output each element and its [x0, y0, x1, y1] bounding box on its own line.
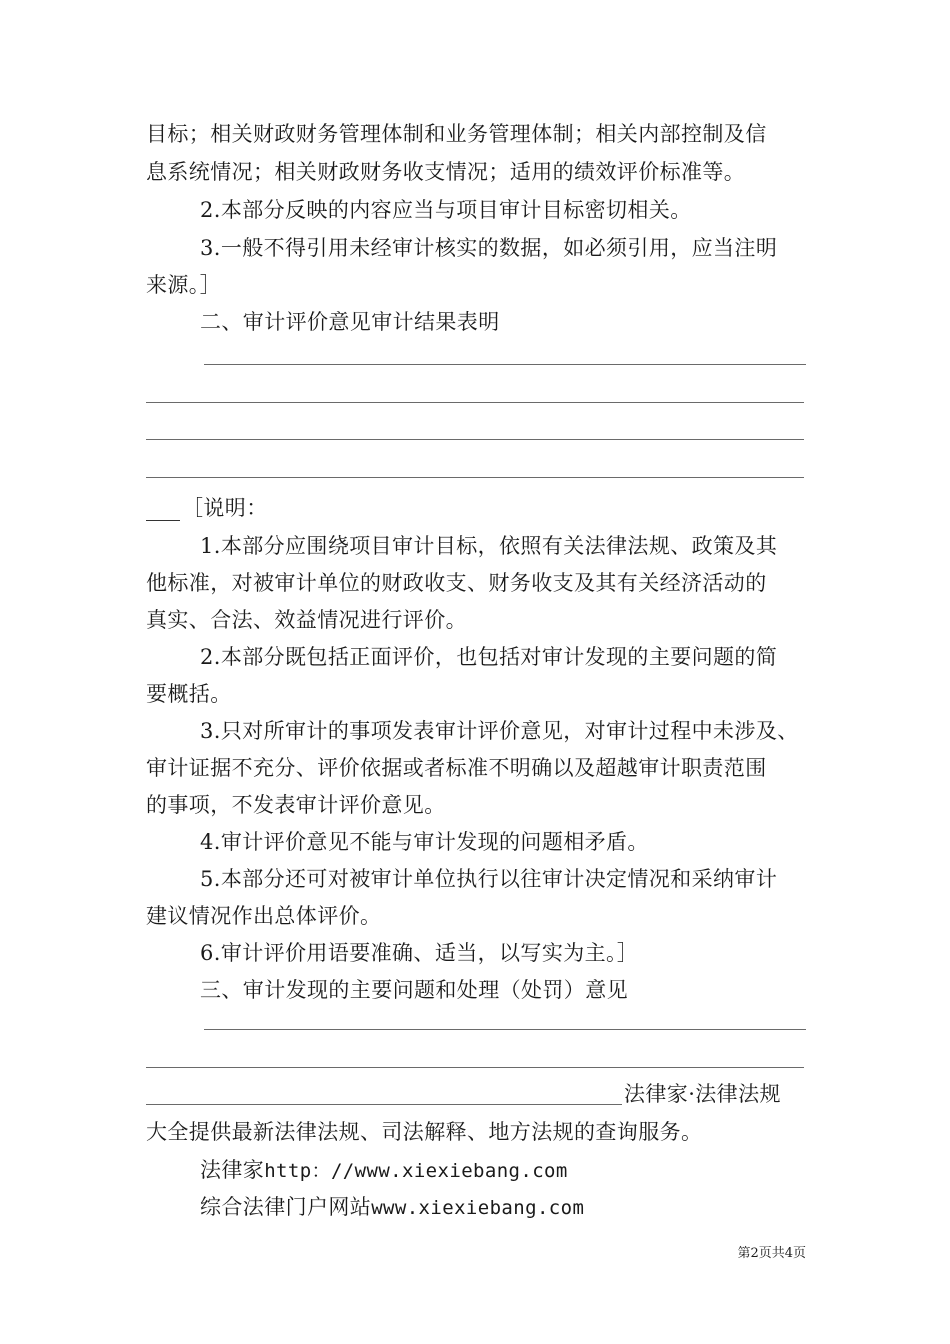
paragraph-line: 建议情况作出总体评价。: [146, 904, 382, 928]
note-item: 5.本部分还可对被审计单位执行以往审计决定情况和采纳审计: [200, 867, 778, 891]
paragraph-line: 目标；相关财政财务管理体制和业务管理体制；相关内部控制及信: [146, 122, 767, 146]
section-heading-3: 三、审计发现的主要问题和处理（处罚）意见: [200, 978, 628, 1002]
site-url-link[interactable]: www.xiexiebang.com: [371, 1197, 585, 1219]
explain-label: ［说明：: [182, 496, 268, 520]
paragraph-line: 他标准，对被审计单位的财政收支、财务收支及其有关经济活动的: [146, 571, 767, 595]
note-item: 6.审计评价用语要准确、适当，以写实为主。］: [200, 941, 639, 965]
paragraph-line: 的事项，不发表审计评价意见。: [146, 793, 446, 817]
note-item: 2.本部分反映的内容应当与项目审计目标密切相关。: [200, 198, 692, 222]
note-item: 1.本部分应围绕项目审计目标，依照有关法律法规、政策及其: [200, 534, 778, 558]
promo-title: 法律家·法律法规: [624, 1082, 781, 1106]
explain-label-line: [146, 490, 810, 526]
blank-rule: [146, 494, 180, 521]
fill-in-rule: [146, 1104, 622, 1105]
fill-in-rule: [204, 1029, 806, 1030]
site-label: 法律家: [200, 1158, 265, 1182]
paragraph-line: 要概括。: [146, 682, 232, 706]
note-item: 2.本部分既包括正面评价，也包括对审计发现的主要问题的简: [200, 645, 778, 669]
paragraph-line: 真实、合法、效益情况进行评价。: [146, 608, 467, 632]
note-item: 3.一般不得引用未经审计核实的数据，如必须引用，应当注明: [200, 236, 778, 260]
site-line-2: [200, 1189, 810, 1226]
promo-text: 大全提供最新法律法规、司法解释、地方法规的查询服务。: [146, 1120, 703, 1144]
fill-in-rule: [146, 1067, 804, 1068]
fill-in-rule: [204, 364, 806, 365]
page-indicator: 第2页共4页: [737, 1246, 806, 1261]
section-heading-2: 二、审计评价意见审计结果表明: [200, 310, 500, 334]
fill-in-rule: [146, 439, 804, 440]
paragraph-line: 息系统情况；相关财政财务收支情况；适用的绩效评价标准等。: [146, 160, 746, 184]
paragraph-line: 审计证据不充分、评价依据或者标准不明确以及超越审计职责范围: [146, 756, 767, 780]
site-line-1: [200, 1152, 810, 1189]
fill-in-rule: [146, 402, 804, 403]
paragraph-line: 来源。］: [146, 273, 222, 297]
site-url-link[interactable]: http：//www.xiexiebang.com: [264, 1160, 568, 1182]
site-label: 综合法律门户网站: [200, 1195, 372, 1219]
note-item: 3.只对所审计的事项发表审计评价意见，对审计过程中未涉及、: [200, 719, 799, 743]
fill-in-rule: [146, 477, 804, 478]
note-item: 4.审计评价意见不能与审计发现的问题相矛盾。: [200, 830, 649, 854]
